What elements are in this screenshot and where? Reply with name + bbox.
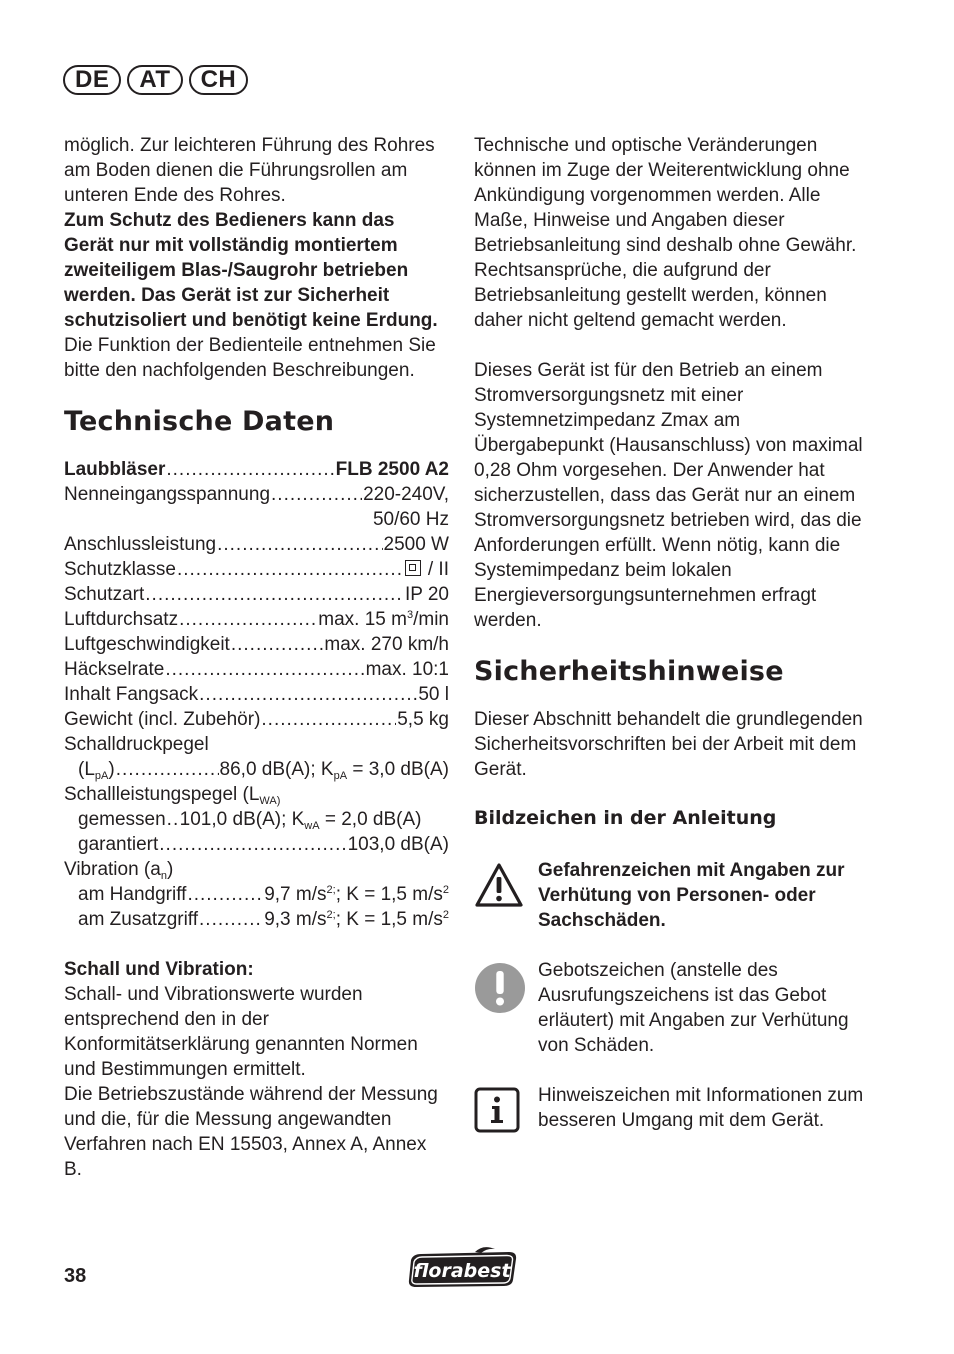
sound-vibration-paragraph-1: Schall- und Vibrationswerte wurden entsprechend den in der Konformitätserklärung genannten Normen und Bestimmungen ermittelt.	[64, 984, 418, 1080]
safety-warning-bold: Zum Schutz des Bedieners kann das Gerät nur mit vollständig montiertem zweiteiligem Blas-/Saugrohr betrieben werden. Das Gerät ist zur Sicherheit schutzisoliert und benötigt keine Erdung.	[64, 210, 438, 331]
spec-bag-capacity: Inhalt Fangsack ..... 50 l	[64, 682, 449, 707]
country-badges	[63, 65, 248, 95]
spec-vibration-label: Vibration $(a_n)$	[64, 859, 174, 882]
sound-vibration-paragraph-2: Die Betriebszustände während der Messung und die, für die Messung angewandten Verfahren nach EN 15503, Annex A, Annex B.	[64, 1084, 438, 1180]
page-number: 38	[64, 1265, 87, 1287]
protection-class-ii-icon	[405, 560, 421, 576]
country-badge-at: AT	[127, 65, 182, 95]
spec-weight: Gewicht (incl. Zubehör) ..... 5,5 kg	[64, 707, 449, 732]
spec-sound-power-measured: gemessen ..... 101,0 dB(A); $K_{wA} = 2,0$ dB(A)	[64, 807, 449, 832]
symbols-heading: Bildzeichen in der Anleitung	[474, 807, 777, 829]
spec-airspeed: Luftgeschwindigkeit ..... max. 270 km/h	[64, 632, 449, 657]
country-badge-ch: CH	[189, 65, 249, 95]
spec-shred-ratio: Häckselrate ..... max. 10:1	[64, 657, 449, 682]
spec-list	[64, 457, 449, 932]
symbol-mandatory-text: Gebotszeichen (anstelle des Ausrufungszeichens ist das Gebot erläutert) mit Angaben zur Verhütung von Schäden.	[538, 960, 849, 1056]
spec-voltage: Nenneingangsspannung ..... 220-240V,	[64, 482, 449, 507]
spec-sound-power-label: Schallleistungspegel ($L_{WA)}$	[64, 784, 281, 807]
sound-vibration-heading: Schall und Vibration:	[64, 959, 254, 980]
florabest-logo	[405, 1246, 521, 1295]
warning-triangle-icon	[474, 862, 524, 908]
technical-data-heading: Technische Daten	[64, 406, 335, 437]
spec-vibration-aux-handle: am Zusatzgriff ..... 9,3 $m/s^{2;}$; K = 1,5 $m/s^2$	[64, 907, 449, 932]
symbol-info-row	[474, 1083, 864, 1133]
info-icon	[474, 1087, 520, 1133]
spec-vibration-handle: am Handgriff ..... 9,7 $m/s^{2;}$; K = 1,5 $m/s^2$	[64, 882, 449, 907]
spec-protection-type: Schutzart ..... IP 20	[64, 582, 449, 607]
symbol-danger-text: Gefahrenzeichen mit Angaben zur Verhütung von Personen- oder Sachschäden.	[538, 860, 845, 931]
mandatory-exclamation-icon	[474, 962, 526, 1014]
symbol-mandatory-row	[474, 958, 864, 1058]
changes-paragraph: Technische und optische Veränderungen können im Zuge der Weiterentwicklung ohne Ankündigung vorgenommen werden. Alle Maße, Hinweise und Angaben dieser Betriebsanleitung sind deshalb ohne Gewähr. Rechtsansprüche, die aufgrund der Betriebsanleitung gestellt werden, können daher nicht geltend gemacht werden.	[474, 135, 857, 331]
country-badge-de: DE	[63, 65, 121, 95]
intro-paragraph: möglich. Zur leichteren Führung des Rohres am Boden dienen die Führungsrollen am unteren Ende des Rohres.	[64, 135, 435, 206]
grid-impedance-paragraph: Dieses Gerät ist für den Betrieb an einem Stromversorgungsnetz mit einer Systemnetzimpedanz Zmax am Übergabepunkt (Hausanschluss) von maximal 0,28 Ohm vorgesehen. Der Anwender hat sicherzustellen, dass das Gerät nur an einem Stromversorgungsnetz betrieben wird, das die Anforderungen erfüllt. Wenn nötig, kann die Systemimpedanz beim lokalen Energieversorgungsunternehmen erfragt werden.	[474, 360, 863, 631]
spec-airflow: Luftdurchsatz ..... max. 15 $m^3/\min$	[64, 607, 449, 632]
spec-device: Laubbläser ..... FLB 2500 A2	[64, 457, 449, 482]
left-column	[64, 133, 449, 1182]
spec-protection-class: Schutzklasse ..... / II	[64, 557, 449, 582]
safety-intro: Dieser Abschnitt behandelt die grundlegenden Sicherheitsvorschriften bei der Arbeit mit dem Gerät.	[474, 709, 863, 780]
spec-sound-power-guaranteed: garantiert ..... 103,0 dB(A)	[64, 832, 449, 857]
spec-voltage-frequency: 50/60 Hz	[372, 509, 449, 530]
symbol-info-text: Hinweiszeichen mit Informationen zum besseren Umgang mit dem Gerät.	[538, 1085, 864, 1131]
svg-text:florabest: florabest	[413, 1260, 511, 1282]
symbol-danger-row	[474, 858, 864, 933]
spec-sound-pressure: $(L_{pA})$ ..... 86,0 dB(A); $K_{pA} = 3,0$ dB(A)	[64, 757, 449, 782]
spec-sound-pressure-label: Schalldruckpegel	[64, 734, 209, 755]
right-column	[474, 133, 864, 1133]
spec-power: Anschlussleistung ..... 2500 W	[64, 532, 449, 557]
function-note: Die Funktion der Bedienteile entnehmen Sie bitte den nachfolgenden Beschreibungen.	[64, 335, 436, 381]
safety-heading: Sicherheitshinweise	[474, 656, 784, 687]
